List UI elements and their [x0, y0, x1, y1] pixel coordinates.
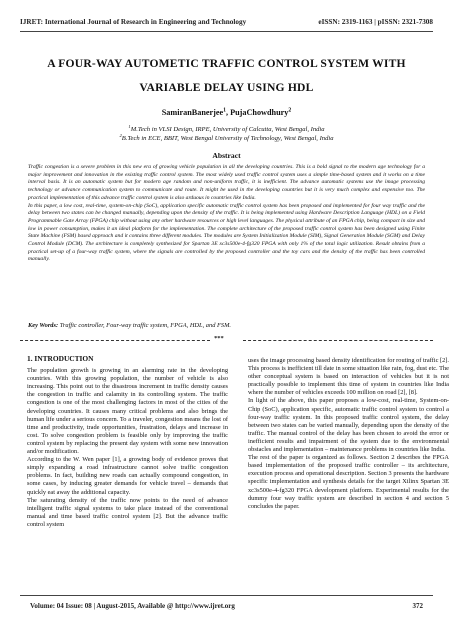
- separator-dash-right: [243, 340, 433, 341]
- title-line-2: VARIABLE DELAY USING HDL: [139, 81, 314, 94]
- author-2: PujaChowdhury: [230, 108, 289, 117]
- separator-stars: ***: [214, 335, 224, 342]
- abstract-body: [28, 164, 425, 264]
- affiliation-2-text: B.Tech in ECE, BBIT, West Bengal University of Technology, West Bengal, India: [121, 135, 334, 142]
- author-1: SamiranBanerjee: [161, 108, 224, 117]
- section-separator: [20, 336, 433, 344]
- author-1-affiliation-mark: 1: [223, 107, 227, 114]
- header-divider: [20, 31, 433, 32]
- intro-paragraph-2: According to the W. Wen paper [1], a growing body of evidence proves that simply expanding a road infrastructure cannot solve traffic congestion problems. In fact, building new roads can actually compound congestion, in some cases, by inducing greater demands for vehicle travel – demands that quickly eat away the additional capacity.: [27, 456, 228, 496]
- journal-name: IJRET: International Journal of Research in Engineering and Technology: [20, 18, 247, 26]
- intro-paragraph-1: The population growth is growing in an alarming rate in the developing countries. With this growing population, the number of vehicle is also increasing. This point out to the disastrous increment in traffic density causes the congestion in traffic and calamity in its controlling system. The traffic congestion is one of the most challenging factors in most of the cities of the developing countries. It causes many critical problems and also brings the human life under a serious concern. To a traveler, congestion means the lost of time and productivity, trade opportunities, frustration, delays and increase in cost. To solve congestion problem is feasible only by improving the traffic control system by replacing the present day system with some new innovation and/or modification.: [27, 367, 228, 456]
- abstract-paragraph-1: Traffic congestion is a severe problem in this new era of growing vehicle population in all the developing countries. This is a bold signal to the modern age technology for a major improvement and innovation in the existing traffic control system. The most widely used traffic control system uses a simple time-based system and it works on a time interval basis. It is an automatic system but for modern age random and non-uniform traffic, it is inefficient. The advance automatic systems use the image processing technology or advance communication system to communicate and route. It might be used in the developing countries but it is very much complex and expensive too. The practical implementation of this advance traffic control system is also arduous in countries like India.: [28, 164, 425, 201]
- footer-divider: [20, 595, 433, 596]
- intro-paragraph-4: uses the image processing based density identification for routing of traffic [2]. This process is inefficient till date in some situation like rain, fog, dust etc. The other conceptual system is based on interaction of vehicles but it is not practically possible to implement this time of system in countries like India where the number of vehicles exceeds 100 million on road [2], [8].: [248, 357, 449, 397]
- abstract-heading: Abstract: [212, 151, 241, 160]
- running-header: [20, 18, 433, 30]
- separator-dash-left: [20, 340, 210, 341]
- abstract-paragraph-2: In this paper, a low cost, real-time, system-on-chip (SoC), application specific automatic traffic control system has been proposed and implemented for four way traffic and the delay between two states can be changed manually, depending upon the density of the traffic. It is being implemented using Hardware Description Language (HDL) on a Field Programmable Gate Array (FPGA) chip without using any other hardware resources or high level languages. The physical attribute of an FPGA chip, being compact in size and low in power consumption, makes it an ideal platform for the implementation. The complete architecture of the proposed traffic control system has been designed using Finite State Machine (FSM) based approach and it contains three different modules. The modules are System Initialization Module (SIM), Signal Generation Module (SGM) and Delay Control Module (DCM). The architecture is completely synthesized for Spartan 3E xc3s500e-4-fg320 FPGA with only 1% of the total logic utilization. Result obtains from a practical set-up of a four-way traffic system, where the signals are controlled by the proposed controller and the toy cars and the density of the traffic has been controlled manually.: [28, 202, 425, 263]
- intro-paragraph-3: The saturating density of the traffic now points to the need of advance intelligent traffic signal systems to take place instead of the conventional manual and time based traffic control system [2]. But the advance traffic control system: [27, 496, 228, 528]
- author-list: [20, 108, 433, 117]
- issn-info: eISSN: 2319-1163 | pISSN: 2321-7308: [318, 18, 433, 26]
- affiliation-2-mark: 2: [119, 132, 122, 138]
- affiliation-2: [20, 134, 433, 143]
- keywords-line: [28, 322, 425, 330]
- affiliation-1-mark: 1: [128, 123, 131, 129]
- author-separator: ,: [226, 108, 231, 117]
- affiliation-1: [20, 125, 433, 134]
- author-2-affiliation-mark: 2: [288, 107, 292, 114]
- intro-paragraph-5: In light of the above, this paper proposes a low-cost, real-time, System-on-Chip (SoC), application specific, automatic traffic control system to control a four-way traffic system. In this proposed traffic control system, the delay between two states can be varied manually, depending upon the density of the traffic. The manual control of the delay has been chosen to avoid the error or inefficient results and impairment of the system due to the environmental obstacles and implementation – maintenance problems in countries like India.: [248, 397, 449, 454]
- keywords-text: Traffic controller, Four-way traffic system, FPGA, HDL, and FSM.: [58, 322, 232, 329]
- running-footer: [30, 602, 423, 614]
- intro-paragraph-6: The rest of the paper is organized as follows. Section 2 describes the FPGA based implementation of the proposed traffic controller – its architecture, execution process and operational description. Section 3 presents the hardware specific implementation and synthesis details for the target Xilinx Spartan 3E xc3s500e-4-fg320 FPGA development platform. Experimental results for the dummy four way traffic system are described in section 4 and section 5 concludes the paper.: [248, 454, 449, 510]
- section-heading-introduction: 1. INTRODUCTION: [27, 354, 94, 363]
- affiliation-1-text: M.Tech in VLSI Design, IRPE, University of Calcutta, West Bengal, India: [130, 126, 325, 133]
- keywords-label: Key Words:: [28, 322, 59, 329]
- body-column-right: [248, 357, 449, 511]
- page-number: 372: [412, 602, 423, 610]
- title-line-1: A FOUR-WAY AUTOMETIC TRAFFIC CONTROL SYSTEM WITH: [47, 57, 406, 70]
- volume-info: Volume: 04 Issue: 08 | August-2015, Available @ http://www.ijret.org: [30, 602, 235, 610]
- body-column-left: [27, 355, 228, 529]
- paper-title: [30, 52, 423, 100]
